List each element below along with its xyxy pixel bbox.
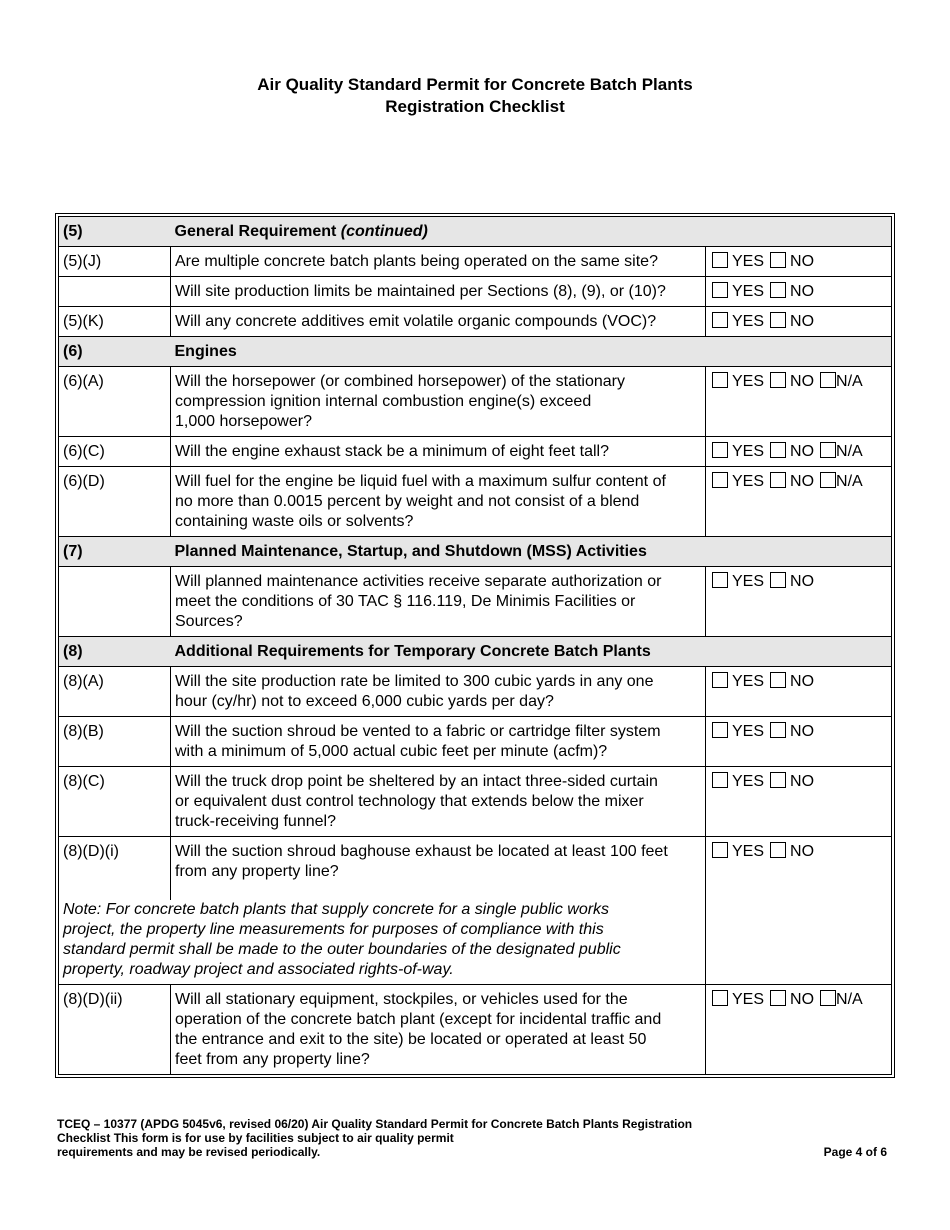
checklist-table-frame xyxy=(55,213,895,1078)
table-row xyxy=(59,767,892,837)
item-code: (8)(D)(i) xyxy=(59,837,171,901)
section-code: (5) xyxy=(59,217,171,247)
yes-checkbox[interactable] xyxy=(712,282,728,298)
yes-checkbox[interactable] xyxy=(712,442,728,458)
section-header-5 xyxy=(59,217,892,247)
question-text: Are multiple concrete batch plants being operated on the same site? xyxy=(171,247,706,277)
section-title: Additional Requirements for Temporary Concrete Batch Plants xyxy=(171,637,892,667)
title-line-1: Air Quality Standard Permit for Concrete Batch Plants xyxy=(257,75,693,94)
yes-checkbox[interactable] xyxy=(712,722,728,738)
answer-options: YES NO xyxy=(706,837,892,985)
yes-checkbox[interactable] xyxy=(712,990,728,1006)
no-checkbox[interactable] xyxy=(770,842,786,858)
item-code: (8)(C) xyxy=(59,767,171,837)
section-header-8 xyxy=(59,637,892,667)
item-code: (8)(D)(ii) xyxy=(59,985,171,1075)
no-checkbox[interactable] xyxy=(770,472,786,488)
no-checkbox[interactable] xyxy=(770,572,786,588)
page-footer xyxy=(57,1117,887,1159)
na-checkbox[interactable] xyxy=(820,990,836,1006)
na-checkbox[interactable] xyxy=(820,442,836,458)
answer-options: YES NO xyxy=(706,307,892,337)
item-code: (6)(C) xyxy=(59,437,171,467)
yes-checkbox[interactable] xyxy=(712,842,728,858)
yes-checkbox[interactable] xyxy=(712,572,728,588)
item-code: (6)(A) xyxy=(59,367,171,437)
question-text: Will the horsepower (or combined horsepower) of the stationary compression ignition internal combustion engine(s) exceed 1,000 horsepower? xyxy=(171,367,706,437)
note-text: Note: For concrete batch plants that supply concrete for a single public works project, the property line measurements for purposes of compliance with this standard permit shall be made to the outer boundaries of the designated public property, roadway project and associated rights-of-way. xyxy=(59,900,706,985)
yes-checkbox[interactable] xyxy=(712,372,728,388)
answer-options: YES NO xyxy=(706,717,892,767)
table-row xyxy=(59,277,892,307)
no-checkbox[interactable] xyxy=(770,772,786,788)
item-code: (5)(J) xyxy=(59,247,171,277)
page-number: Page 4 of 6 xyxy=(823,1145,887,1159)
no-checkbox[interactable] xyxy=(770,312,786,328)
table-row xyxy=(59,247,892,277)
item-code: (8)(B) xyxy=(59,717,171,767)
no-checkbox[interactable] xyxy=(770,372,786,388)
answer-options: YES NO N/A xyxy=(706,467,892,537)
no-checkbox[interactable] xyxy=(770,990,786,1006)
section-header-6 xyxy=(59,337,892,367)
yes-checkbox[interactable] xyxy=(712,772,728,788)
question-text: Will planned maintenance activities receive separate authorization or meet the conditions of 30 TAC § 116.119, De Minimis Facilities or Sources? xyxy=(171,567,706,637)
item-code: (5)(K) xyxy=(59,307,171,337)
no-checkbox[interactable] xyxy=(770,722,786,738)
question-text: Will any concrete additives emit volatile organic compounds (VOC)? xyxy=(171,307,706,337)
answer-options: YES NO xyxy=(706,277,892,307)
table-row xyxy=(59,307,892,337)
section-code: (7) xyxy=(59,537,171,567)
answer-options: YES NO xyxy=(706,247,892,277)
answer-options: YES NO xyxy=(706,567,892,637)
na-checkbox[interactable] xyxy=(820,472,836,488)
answer-options: YES NO N/A xyxy=(706,985,892,1075)
checklist-table xyxy=(58,216,892,1075)
section-code: (6) xyxy=(59,337,171,367)
answer-options: YES NO N/A xyxy=(706,367,892,437)
yes-checkbox[interactable] xyxy=(712,252,728,268)
table-row xyxy=(59,717,892,767)
title-line-2: Registration Checklist xyxy=(385,97,565,116)
section-title: Engines xyxy=(171,337,892,367)
yes-checkbox[interactable] xyxy=(712,472,728,488)
question-text: Will the suction shroud be vented to a fabric or cartridge filter system with a minimum of 5,000 actual cubic feet per minute (acfm)? xyxy=(171,717,706,767)
table-row xyxy=(59,985,892,1075)
question-text: Will all stationary equipment, stockpiles, or vehicles used for the operation of the concrete batch plant (except for incidental traffic and the entrance and exit to the site) be located or operated at least 50 feet from any property line? xyxy=(171,985,706,1075)
item-code: (8)(A) xyxy=(59,667,171,717)
na-checkbox[interactable] xyxy=(820,372,836,388)
answer-options: YES NO xyxy=(706,667,892,717)
question-text: Will the engine exhaust stack be a minimum of eight feet tall? xyxy=(171,437,706,467)
question-text: Will site production limits be maintained per Sections (8), (9), or (10)? xyxy=(171,277,706,307)
table-row xyxy=(59,367,892,437)
footer-form-info: TCEQ – 10377 (APDG 5045v6, revised 06/20) Air Quality Standard Permit for Concrete Batch Plants Registration Checklist This form is for use by facilities subject to air quality permit requirements and may be revised periodically. xyxy=(57,1117,693,1159)
no-checkbox[interactable] xyxy=(770,442,786,458)
question-text: Will the suction shroud baghouse exhaust be located at least 100 feet from any property line? xyxy=(171,837,706,901)
section-header-7 xyxy=(59,537,892,567)
yes-checkbox[interactable] xyxy=(712,312,728,328)
yes-checkbox[interactable] xyxy=(712,672,728,688)
table-row xyxy=(59,837,892,901)
question-text: Will fuel for the engine be liquid fuel with a maximum sulfur content of no more than 0.0015 percent by weight and not consist of a blend containing waste oils or solvents? xyxy=(171,467,706,537)
no-checkbox[interactable] xyxy=(770,672,786,688)
item-code: (6)(D) xyxy=(59,467,171,537)
question-text: Will the truck drop point be sheltered by an intact three-sided curtain or equivalent dust control technology that extends below the mixer truck-receiving funnel? xyxy=(171,767,706,837)
item-code xyxy=(59,567,171,637)
section-title: General Requirement (continued) xyxy=(171,217,892,247)
section-code: (8) xyxy=(59,637,171,667)
table-row xyxy=(59,567,892,637)
table-row xyxy=(59,667,892,717)
no-checkbox[interactable] xyxy=(770,252,786,268)
table-row xyxy=(59,467,892,537)
page-title xyxy=(0,74,950,118)
item-code xyxy=(59,277,171,307)
no-checkbox[interactable] xyxy=(770,282,786,298)
section-title: Planned Maintenance, Startup, and Shutdown (MSS) Activities xyxy=(171,537,892,567)
answer-options: YES NO xyxy=(706,767,892,837)
table-row xyxy=(59,437,892,467)
question-text: Will the site production rate be limited to 300 cubic yards in any one hour (cy/hr) not to exceed 6,000 cubic yards per day? xyxy=(171,667,706,717)
answer-options: YES NO N/A xyxy=(706,437,892,467)
